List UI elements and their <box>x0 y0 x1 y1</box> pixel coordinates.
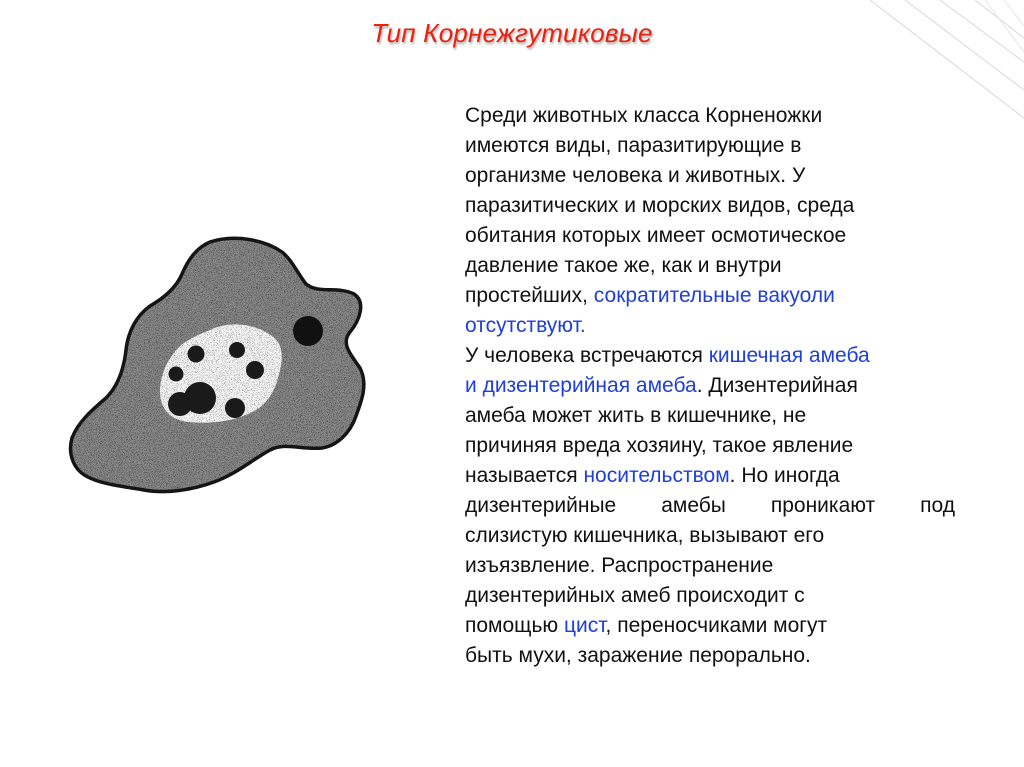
text-word: под <box>920 494 955 517</box>
highlight-term: сократительные вакуоли <box>593 284 835 307</box>
text-line: амеба может жить в кишечнике, не <box>465 404 807 427</box>
slide-body-text <box>465 101 965 671</box>
text-line <box>465 371 965 401</box>
dark-vacuole <box>293 316 323 346</box>
highlight-term: кишечная амеба <box>708 344 870 367</box>
text-line <box>465 281 965 311</box>
text-line: причиняя вреда хозяину, такое явление <box>465 434 854 457</box>
text-segment: называется <box>465 464 584 487</box>
text-line <box>465 341 965 371</box>
text-segment: . Дизентерийная <box>696 374 858 397</box>
text-line <box>465 611 965 641</box>
text-word: амебы <box>661 494 726 517</box>
amoeba-illustration <box>60 228 380 508</box>
text-line: дизентерийных амеб происходит с <box>465 584 805 607</box>
text-line: паразитических и морских видов, среда <box>465 194 855 217</box>
text-line: давление такое же, как и внутри <box>465 254 782 277</box>
highlight-term: носительством <box>583 464 730 487</box>
highlight-term: и дизентерийная амеба <box>465 374 697 397</box>
text-segment: . Но иногда <box>729 464 840 487</box>
text-line: имеются виды, паразитирующие в <box>465 134 802 157</box>
text-word: дизентерийные <box>465 494 617 517</box>
text-line: быть мухи, заражение перорально. <box>465 644 811 667</box>
text-line: организме человека и животных. У <box>465 164 806 187</box>
text-line: обитания которых имеет осмотическое <box>465 224 847 247</box>
text-line <box>465 461 965 491</box>
highlight-term: отсутствуют. <box>465 314 586 337</box>
highlight-term: цист <box>563 614 606 637</box>
text-line: слизистую кишечника, вызывают его <box>465 524 825 547</box>
text-segment: простейших, <box>465 284 594 307</box>
text-line: Среди животных класса Корненожки <box>465 104 823 127</box>
text-segment: , переносчиками могут <box>605 614 828 637</box>
text-line <box>465 491 955 521</box>
text-segment: помощью <box>465 614 564 637</box>
text-word: проникают <box>770 494 876 517</box>
text-segment: У человека встречаются <box>465 344 709 367</box>
text-line: изъязвление. Распространение <box>465 554 774 577</box>
slide-title: Тип Корнежгутиковые <box>371 18 653 48</box>
